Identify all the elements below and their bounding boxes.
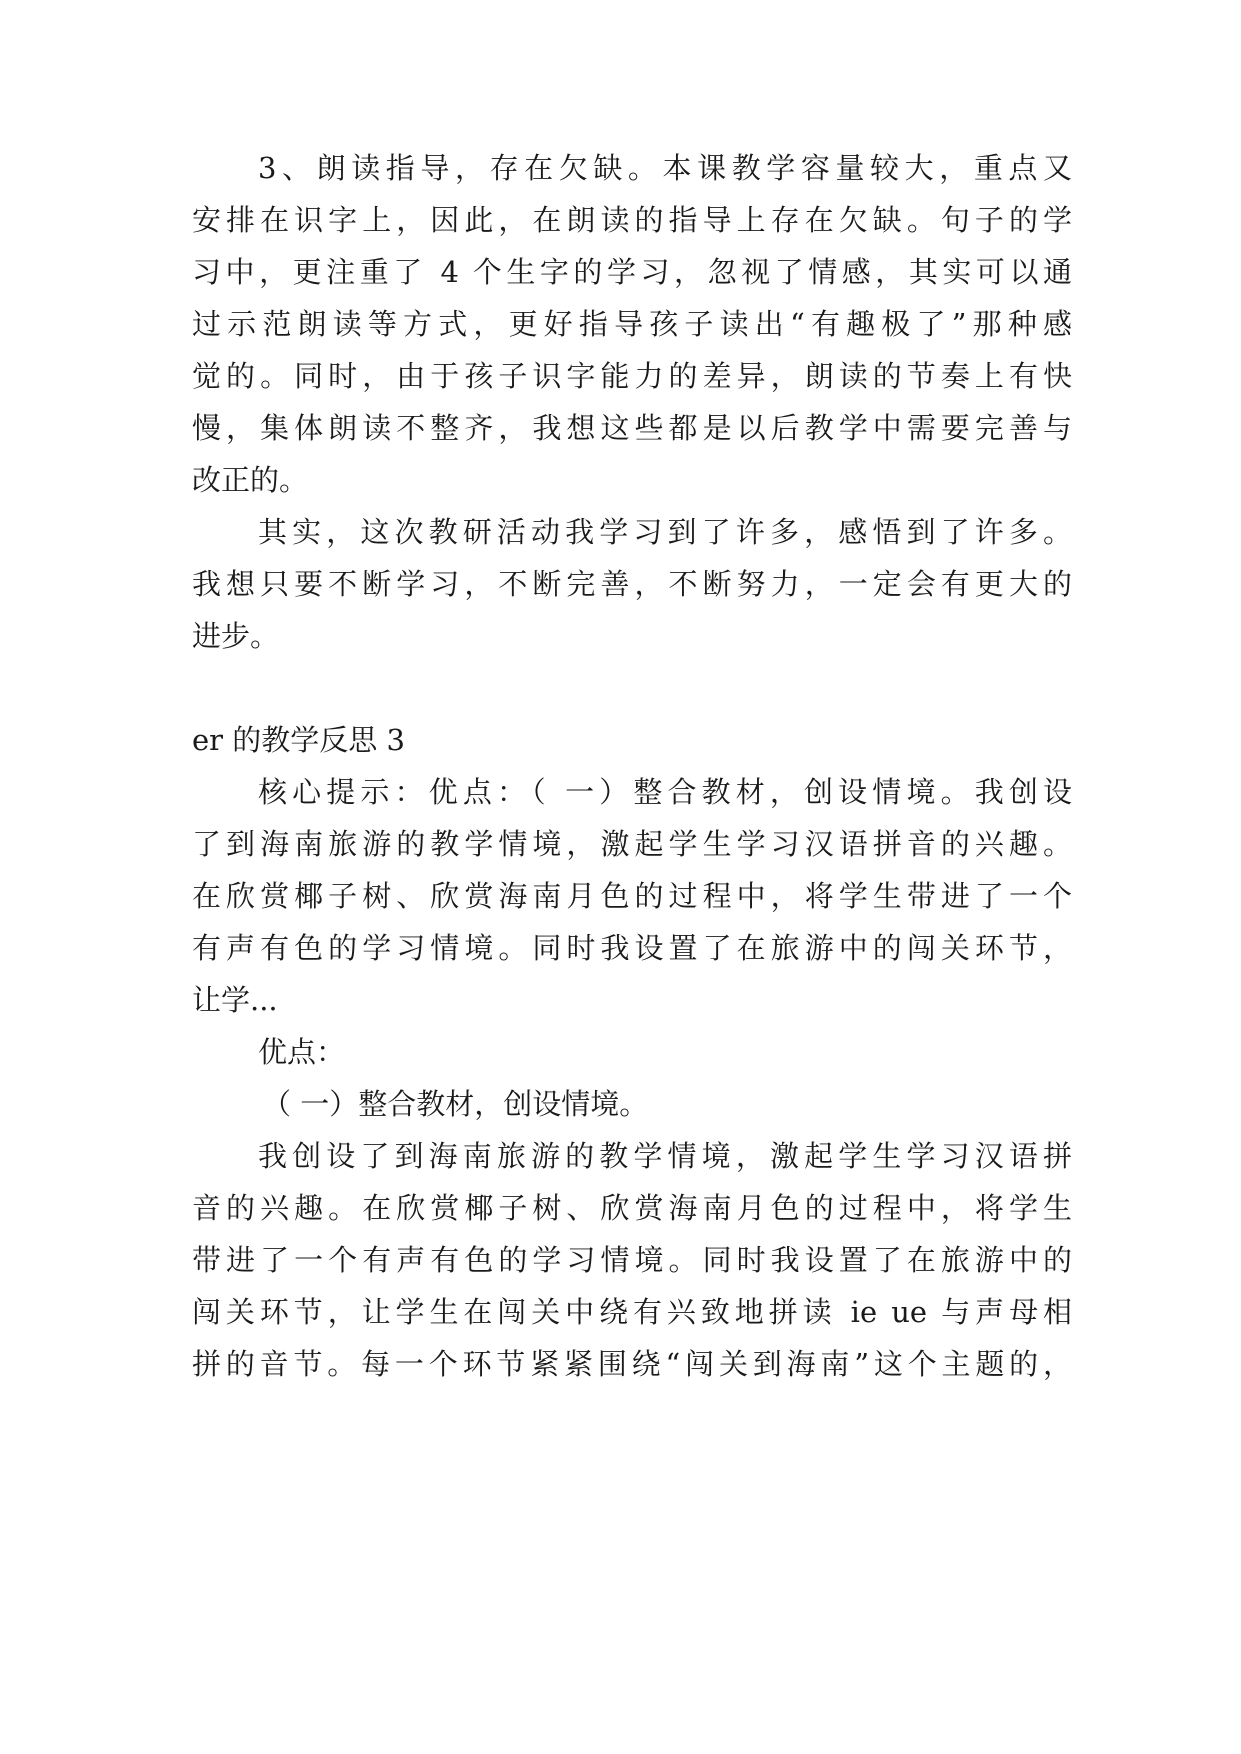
text-line: 带进了一个有声有色的学习情境。同时我设置了在旅游中的: [192, 1243, 1072, 1277]
text-line: 在欣赏椰子树、欣赏海南月色的过程中，将学生带进了一个: [192, 879, 1072, 913]
text-line: 了到海南旅游的教学情境，激起学生学习汉语拼音的兴趣。: [192, 827, 1072, 861]
text-line: 改正的。: [192, 463, 309, 497]
text-line: 核心提示：优点：（ 一）整合教材，创设情境。我创设: [258, 775, 1072, 809]
text-line: 我想只要不断学习，不断完善，不断努力，一定会有更大的: [192, 567, 1072, 601]
text-line: 我创设了到海南旅游的教学情境，激起学生学习汉语拼: [258, 1139, 1072, 1173]
text-line: 让学...: [192, 983, 278, 1017]
text-line: 音的兴趣。在欣赏椰子树、欣赏海南月色的过程中，将学生: [192, 1191, 1072, 1225]
text-line: 其实，这次教研活动我学习到了许多，感悟到了许多。: [258, 515, 1072, 549]
section-heading: er 的教学反思 3: [192, 723, 405, 757]
strengths-label: 优点：: [258, 1035, 346, 1069]
text-line: 闯关环节，让学生在闯关中绕有兴致地拼读 ie ue 与声母相: [192, 1295, 1072, 1329]
subheading: （ 一）整合教材，创设情境。: [262, 1087, 649, 1121]
text-line: 习中，更注重了 4 个生字的学习，忽视了情感，其实可以通: [192, 255, 1072, 289]
text-line: 过示范朗读等方式，更好指导孩子读出“有趣极了”那种感: [192, 307, 1072, 341]
text-line: 3、朗读指导，存在欠缺。本课教学容量较大，重点又: [258, 151, 1072, 185]
text-line: 拼的音节。每一个环节紧紧围绕“闯关到海南”这个主题的，: [192, 1347, 1072, 1381]
text-line: 觉的。同时，由于孩子识字能力的差异，朗读的节奏上有快: [192, 359, 1072, 393]
text-line: 安排在识字上，因此，在朗读的指导上存在欠缺。句子的学: [192, 203, 1072, 237]
text-line: 有声有色的学习情境。同时我设置了在旅游中的闯关环节，: [192, 931, 1072, 965]
text-line: 慢，集体朗读不整齐，我想这些都是以后教学中需要完善与: [192, 411, 1072, 445]
text-line: 进步。: [192, 619, 280, 653]
